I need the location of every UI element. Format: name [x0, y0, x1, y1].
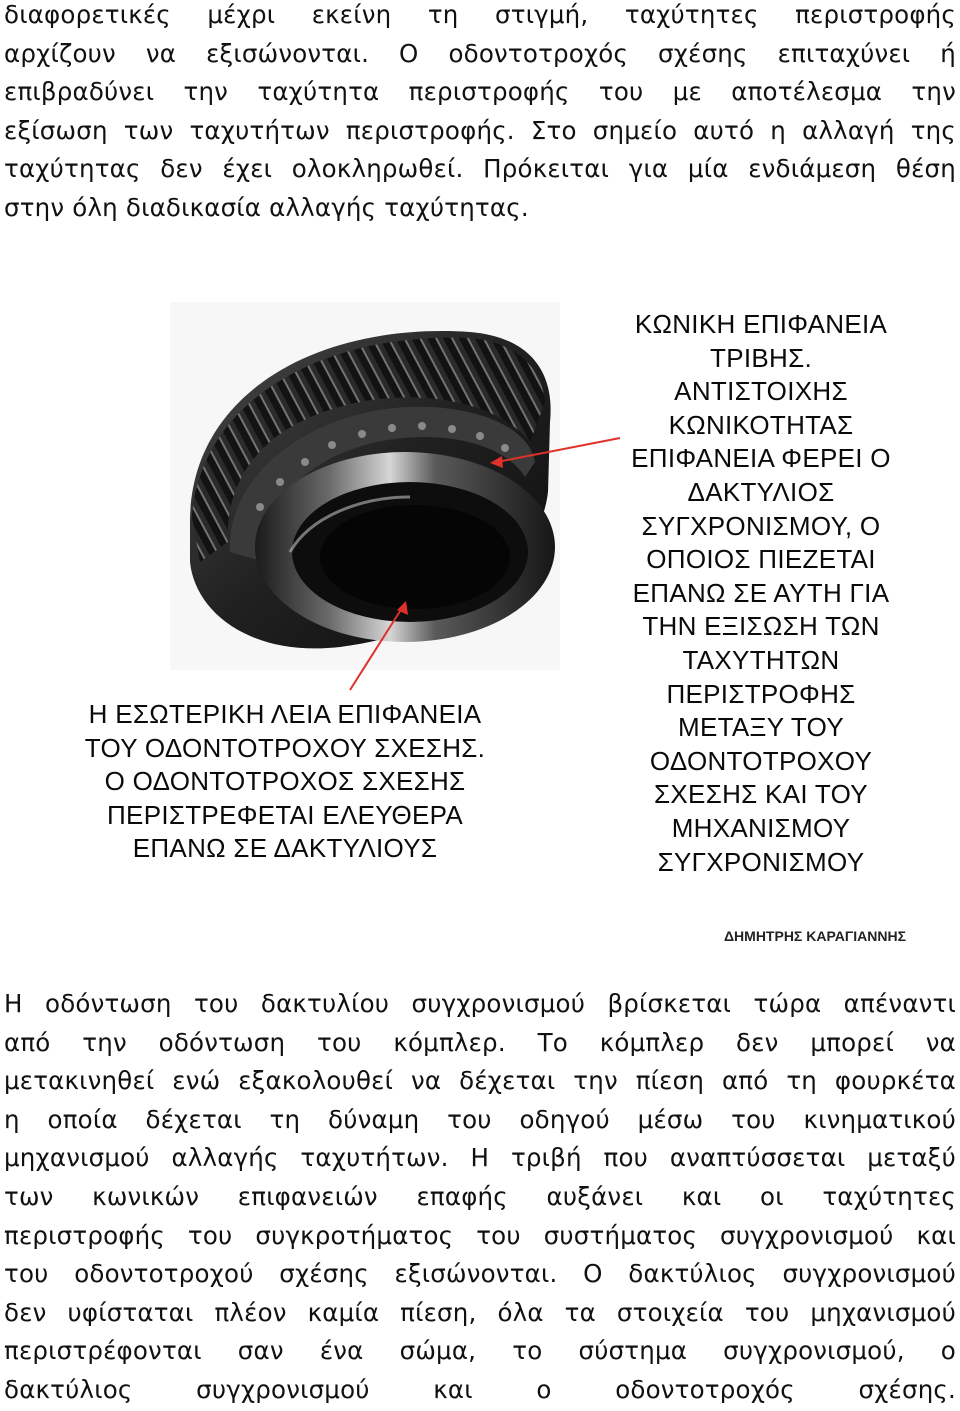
- paragraph-line: εξίσωση των ταχυτήτων περιστροφής. Στο σημείο αυτό η αλλαγή της: [4, 115, 956, 145]
- caption-line: ΣΥΓΧΡΟΝΙΣΜΟΥ: [657, 846, 865, 877]
- paragraph-line: ταχύτητας δεν έχει ολοκληρωθεί. Πρόκειται για μία ενδιάμεση θέση: [4, 154, 956, 184]
- caption-line: ΕΠΑΝΩ ΣΕ ΑΥΤΗ ΓΙΑ: [632, 577, 890, 608]
- caption-line: ΑΝΤΙΣΤΟΙΧΗΣ: [674, 376, 848, 407]
- caption-line: ΤΑΧΥΤΗΤΩΝ: [682, 644, 840, 675]
- caption-line: ΕΠΑΝΩ ΣΕ ΔΑΚΤΥΛΙΟΥΣ: [132, 833, 438, 864]
- caption-line: ΚΩΝΙΚΗ ΕΠΙΦΑΝΕΙΑ: [634, 309, 888, 339]
- top-paragraph: [4, 0, 956, 228]
- caption-line: ΟΔΟΝΤΟΤΡΟΧΟΥ: [649, 745, 873, 776]
- paragraph-line: μηχανισμού αλλαγής ταχυτήτων. Η τριβή που αναπτύσσεται μεταξύ: [4, 1143, 956, 1173]
- paragraph-line: αρχίζουν να εξισώνονται. Ο οδοντοτροχός σχέσης επιταχύνει ή: [4, 38, 956, 68]
- gear-figure: [0, 290, 960, 960]
- gear-illustration: [170, 302, 560, 670]
- paragraph-line: διαφορετικές μέχρι εκείνη τη στιγμή, ταχύτητες περιστροφής: [4, 0, 956, 29]
- caption-line: ΠΕΡΙΣΤΡΕΦΕΤΑΙ ΕΛΕΥΘΕΡΑ: [106, 799, 463, 830]
- caption-line: ΚΩΝΙΚΟΤΗΤΑΣ: [668, 409, 854, 440]
- paragraph-line: δεν υφίσταται πλέον καμία πίεση, όλα τα στοιχεία του μηχανισμού: [4, 1297, 956, 1327]
- paragraph-line: στην όλη διαδικασία αλλαγής ταχύτητας.: [4, 192, 529, 222]
- caption-line: ΣΧΕΣΗΣ ΚΑΙ ΤΟΥ: [654, 779, 868, 810]
- caption-line: ΠΕΡΙΣΤΡΟΦΗΣ: [666, 678, 856, 709]
- paragraph-line: επιβραδύνει την ταχύτητα περιστροφής του με αποτέλεσμα την: [4, 77, 956, 107]
- caption-line: ΤΟΥ ΟΔΟΝΤΟΤΡΟΧΟΥ ΣΧΕΣΗΣ.: [84, 732, 486, 763]
- caption-line: ΟΠΟΙΟΣ ΠΙΕΖΕΤΑΙ: [646, 544, 876, 575]
- paragraph-line: περιστροφής του συγκροτήματος του συστήματος συγχρονισμού και: [4, 1220, 956, 1250]
- paragraph-line: η οποία δέχεται τη δύναμη του οδηγού μέσω του κινηματικού: [4, 1104, 956, 1134]
- paragraph-line: από την οδόντωση του κόμπλερ. Το κόμπλερ δεν μπορεί να: [4, 1027, 956, 1057]
- caption-line: Ο ΟΔΟΝΤΟΤΡΟΧΟΣ ΣΧΕΣΗΣ: [104, 766, 466, 797]
- caption-line: Η ΕΣΩΤΕΡΙΚΗ ΛΕΙΑ ΕΠΙΦΑΝΕΙΑ: [88, 699, 482, 729]
- author-credit: ΔΗΜΗΤΡΗΣ ΚΑΡΑΓΙΑΝΝΗΣ: [723, 928, 906, 944]
- paragraph-line: περιστρέφονται σαν ένα σώμα, το σύστημα συγχρονισμού, ο: [4, 1336, 956, 1366]
- caption-line: ΜΕΤΑΞΥ ΤΟΥ: [678, 712, 844, 743]
- caption-line: ΔΑΚΤΥΛΙΟΣ: [687, 476, 835, 507]
- bottom-paragraph: [4, 985, 956, 1410]
- caption-line: ΤΗΝ ΕΞΙΣΩΣΗ ΤΩΝ: [642, 611, 880, 642]
- paragraph-line: του οδοντοτροχού σχέσης εξισώνονται. Ο δακτύλιος συγχρονισμού: [4, 1259, 956, 1289]
- right-caption: [596, 308, 926, 879]
- caption-line: ΤΡΙΒΗΣ.: [710, 342, 812, 373]
- caption-line: ΜΗΧΑΝΙΣΜΟΥ: [671, 812, 851, 843]
- left-caption: [60, 698, 510, 866]
- paragraph-line: των κωνικών επιφανειών επαφής αυξάνει και οι ταχύτητες: [4, 1181, 956, 1211]
- paragraph-line: δακτύλιος συγχρονισμού και ο οδοντοτροχός σχέσης.: [4, 1374, 956, 1404]
- caption-line: ΣΥΓΧΡΟΝΙΣΜΟΥ, Ο: [641, 510, 881, 541]
- gear-photo: [170, 302, 560, 670]
- paragraph-line: Η οδόντωση του δακτυλίου συγχρονισμού βρίσκεται τώρα απέναντι: [4, 989, 956, 1018]
- paragraph-line: μετακινηθεί ενώ εξακολουθεί να δέχεται την πίεση από τη φουρκέτα: [4, 1066, 956, 1096]
- caption-line: ΕΠΙΦΑΝΕΙΑ ΦΕΡΕΙ Ο: [631, 443, 891, 474]
